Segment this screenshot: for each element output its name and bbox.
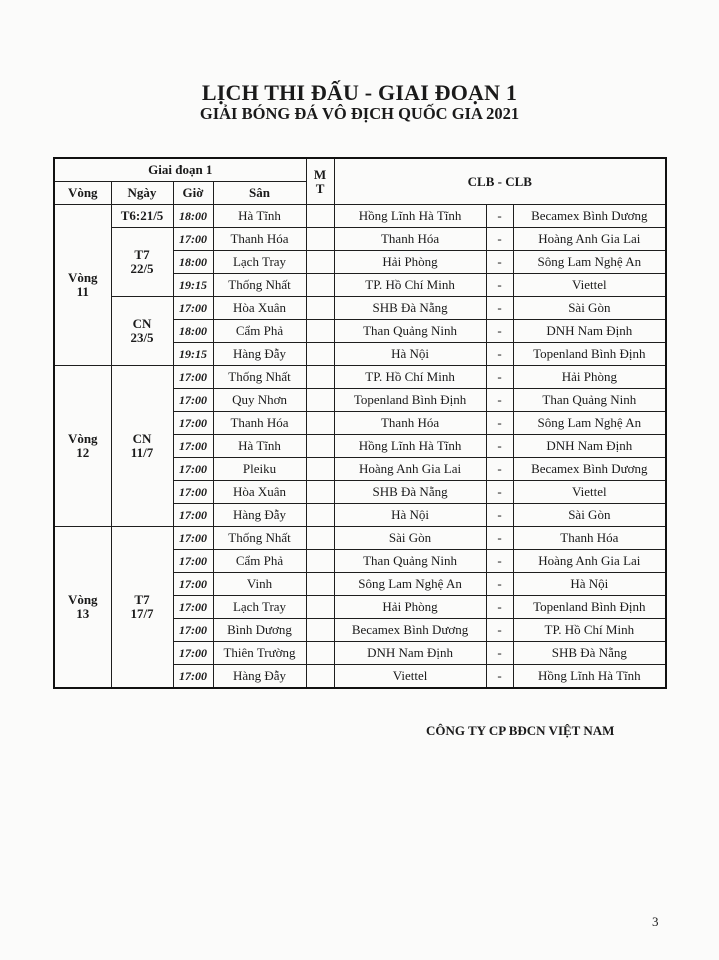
date-date: 23/5: [130, 330, 154, 345]
time-cell: 19:15: [173, 343, 213, 366]
separator-cell: -: [486, 389, 513, 412]
mt-cell: [306, 573, 334, 596]
separator-cell: -: [486, 320, 513, 343]
time-cell: 17:00: [173, 435, 213, 458]
date-cell: [111, 205, 173, 228]
mt-cell: [306, 619, 334, 642]
away-team-cell: DNH Nam Định: [513, 320, 666, 343]
mt-cell: [306, 596, 334, 619]
home-team-cell: SHB Đà Nẵng: [334, 481, 486, 504]
round-number: 11: [76, 284, 89, 299]
stage-header: Giai đoạn 1: [54, 158, 306, 182]
home-team-cell: Hà Nội: [334, 504, 486, 527]
away-team-cell: Viettel: [513, 274, 666, 297]
round-label: Vòng: [67, 431, 98, 446]
time-cell: 17:00: [173, 619, 213, 642]
date-date: 22/5: [130, 261, 154, 276]
separator-cell: -: [486, 412, 513, 435]
separator-cell: -: [486, 343, 513, 366]
time-cell: 17:00: [173, 458, 213, 481]
time-cell: 17:00: [173, 297, 213, 320]
time-cell: 17:00: [173, 481, 213, 504]
home-team-cell: Hồng Lĩnh Hà Tĩnh: [334, 435, 486, 458]
stadium-cell: Hàng Đẫy: [213, 665, 306, 689]
round-number: 12: [76, 445, 90, 460]
home-team-cell: Than Quảng Ninh: [334, 550, 486, 573]
separator-cell: -: [486, 504, 513, 527]
stadium-cell: Hàng Đẫy: [213, 343, 306, 366]
mt-cell: [306, 550, 334, 573]
away-team-cell: DNH Nam Định: [513, 435, 666, 458]
mt-cell: [306, 527, 334, 550]
separator-cell: -: [486, 665, 513, 689]
separator-cell: -: [486, 527, 513, 550]
away-team-cell: Sài Gòn: [513, 504, 666, 527]
mt-header-t: T: [315, 180, 325, 196]
mt-cell: [306, 251, 334, 274]
mt-header-m: M: [313, 166, 327, 182]
away-team-cell: Topenland Bình Định: [513, 343, 666, 366]
time-cell: 17:00: [173, 412, 213, 435]
mt-cell: [306, 458, 334, 481]
home-team-cell: TP. Hồ Chí Minh: [334, 366, 486, 389]
stadium-cell: Hòa Xuân: [213, 481, 306, 504]
time-cell: 17:00: [173, 550, 213, 573]
home-team-cell: Hồng Lĩnh Hà Tĩnh: [334, 205, 486, 228]
time-cell: 17:00: [173, 228, 213, 251]
away-team-cell: Hải Phòng: [513, 366, 666, 389]
away-team-cell: Sông Lam Nghệ An: [513, 412, 666, 435]
company-signature: CÔNG TY CP BĐCN VIỆT NAM: [426, 723, 615, 738]
date-day: T6:21/5: [120, 208, 164, 223]
table-row: [54, 527, 666, 550]
mt-cell: [306, 343, 334, 366]
separator-cell: -: [486, 642, 513, 665]
time-header: Giờ: [173, 182, 213, 205]
away-team-cell: Hoàng Anh Gia Lai: [513, 550, 666, 573]
mt-cell: [306, 642, 334, 665]
separator-cell: -: [486, 205, 513, 228]
stadium-cell: Bình Dương: [213, 619, 306, 642]
away-team-cell: Viettel: [513, 481, 666, 504]
separator-cell: -: [486, 366, 513, 389]
mt-cell: [306, 205, 334, 228]
mt-cell: [306, 412, 334, 435]
stadium-cell: Quy Nhơn: [213, 389, 306, 412]
away-team-cell: Sông Lam Nghệ An: [513, 251, 666, 274]
date-date: 11/7: [130, 445, 154, 460]
home-team-cell: DNH Nam Định: [334, 642, 486, 665]
home-team-cell: Hải Phòng: [334, 596, 486, 619]
separator-cell: -: [486, 619, 513, 642]
table-row: [54, 366, 666, 389]
away-team-cell: TP. Hồ Chí Minh: [513, 619, 666, 642]
date-day: T7: [134, 247, 150, 262]
stadium-cell: Thống Nhất: [213, 274, 306, 297]
time-cell: 19:15: [173, 274, 213, 297]
stadium-cell: Lạch Tray: [213, 251, 306, 274]
time-cell: 17:00: [173, 642, 213, 665]
home-team-cell: Sông Lam Nghệ An: [334, 573, 486, 596]
stadium-cell: Lạch Tray: [213, 596, 306, 619]
away-team-cell: Hoàng Anh Gia Lai: [513, 228, 666, 251]
date-day: T7: [134, 592, 150, 607]
date-cell: [111, 228, 173, 297]
home-team-cell: SHB Đà Nẵng: [334, 297, 486, 320]
stadium-cell: Cẩm Phả: [213, 320, 306, 343]
time-cell: 18:00: [173, 205, 213, 228]
mt-cell: [306, 228, 334, 251]
home-team-cell: Hải Phòng: [334, 251, 486, 274]
round-label: Vòng: [67, 270, 98, 285]
time-cell: 18:00: [173, 251, 213, 274]
separator-cell: -: [486, 481, 513, 504]
page-subtitle: GIẢI BÓNG ĐÁ VÔ ĐỊCH QUỐC GIA 2021: [199, 104, 520, 123]
mt-cell: [306, 389, 334, 412]
round-number: 13: [76, 606, 90, 621]
stadium-cell: Cẩm Phả: [213, 550, 306, 573]
date-day: CN: [132, 316, 152, 331]
stadium-cell: Vinh: [213, 573, 306, 596]
schedule-table: [53, 157, 667, 689]
away-team-cell: Thanh Hóa: [513, 527, 666, 550]
separator-cell: -: [486, 596, 513, 619]
home-team-cell: Viettel: [334, 665, 486, 689]
stadium-cell: Thống Nhất: [213, 527, 306, 550]
stadium-cell: Pleiku: [213, 458, 306, 481]
separator-cell: -: [486, 297, 513, 320]
away-team-cell: Topenland Bình Định: [513, 596, 666, 619]
table-row: [54, 205, 666, 228]
mt-cell: [306, 366, 334, 389]
mt-header: [306, 158, 334, 205]
date-cell: [111, 527, 173, 689]
away-team-cell: Sài Gòn: [513, 297, 666, 320]
date-cell: [111, 297, 173, 366]
page-title: LỊCH THI ĐẤU - GIAI ĐOẠN 1: [201, 80, 518, 105]
stadium-cell: Hàng Đẫy: [213, 504, 306, 527]
mt-cell: [306, 274, 334, 297]
away-team-cell: SHB Đà Nẵng: [513, 642, 666, 665]
stadium-cell: Thanh Hóa: [213, 228, 306, 251]
home-team-cell: Thanh Hóa: [334, 228, 486, 251]
away-team-cell: Becamex Bình Dương: [513, 205, 666, 228]
away-team-cell: Becamex Bình Dương: [513, 458, 666, 481]
home-team-cell: Topenland Bình Định: [334, 389, 486, 412]
mt-cell: [306, 297, 334, 320]
time-cell: 17:00: [173, 665, 213, 689]
stadium-cell: Thiên Trường: [213, 642, 306, 665]
time-cell: 17:00: [173, 389, 213, 412]
time-cell: 17:00: [173, 573, 213, 596]
away-team-cell: Hà Nội: [513, 573, 666, 596]
separator-cell: -: [486, 228, 513, 251]
mt-cell: [306, 481, 334, 504]
separator-cell: -: [486, 458, 513, 481]
stadium-header: Sân: [213, 182, 306, 205]
separator-cell: -: [486, 550, 513, 573]
date-date: 17/7: [130, 606, 154, 621]
time-cell: 17:00: [173, 366, 213, 389]
stadium-cell: Thanh Hóa: [213, 412, 306, 435]
stadium-cell: Hòa Xuân: [213, 297, 306, 320]
stadium-cell: Hà Tĩnh: [213, 435, 306, 458]
round-cell: [54, 527, 111, 689]
home-team-cell: Hà Nội: [334, 343, 486, 366]
mt-cell: [306, 504, 334, 527]
round-header: Vòng: [54, 182, 111, 205]
page-number: 3: [652, 914, 659, 929]
date-day: CN: [132, 431, 152, 446]
time-cell: 17:00: [173, 527, 213, 550]
mt-cell: [306, 320, 334, 343]
time-cell: 17:00: [173, 504, 213, 527]
away-team-cell: Than Quảng Ninh: [513, 389, 666, 412]
home-team-cell: TP. Hồ Chí Minh: [334, 274, 486, 297]
separator-cell: -: [486, 435, 513, 458]
time-cell: 18:00: [173, 320, 213, 343]
date-cell: [111, 366, 173, 527]
separator-cell: -: [486, 573, 513, 596]
clubs-header: CLB - CLB: [334, 158, 666, 205]
table-row: [54, 228, 666, 251]
separator-cell: -: [486, 251, 513, 274]
home-team-cell: Hoàng Anh Gia Lai: [334, 458, 486, 481]
round-label: Vòng: [67, 592, 98, 607]
stadium-cell: Hà Tĩnh: [213, 205, 306, 228]
home-team-cell: Sài Gòn: [334, 527, 486, 550]
home-team-cell: Than Quảng Ninh: [334, 320, 486, 343]
home-team-cell: Becamex Bình Dương: [334, 619, 486, 642]
mt-cell: [306, 435, 334, 458]
date-header: Ngày: [111, 182, 173, 205]
round-cell: [54, 205, 111, 366]
round-cell: [54, 366, 111, 527]
home-team-cell: Thanh Hóa: [334, 412, 486, 435]
header-row-1: [54, 158, 666, 182]
stadium-cell: Thống Nhất: [213, 366, 306, 389]
table-row: [54, 297, 666, 320]
away-team-cell: Hồng Lĩnh Hà Tĩnh: [513, 665, 666, 689]
mt-cell: [306, 665, 334, 689]
separator-cell: -: [486, 274, 513, 297]
time-cell: 17:00: [173, 596, 213, 619]
